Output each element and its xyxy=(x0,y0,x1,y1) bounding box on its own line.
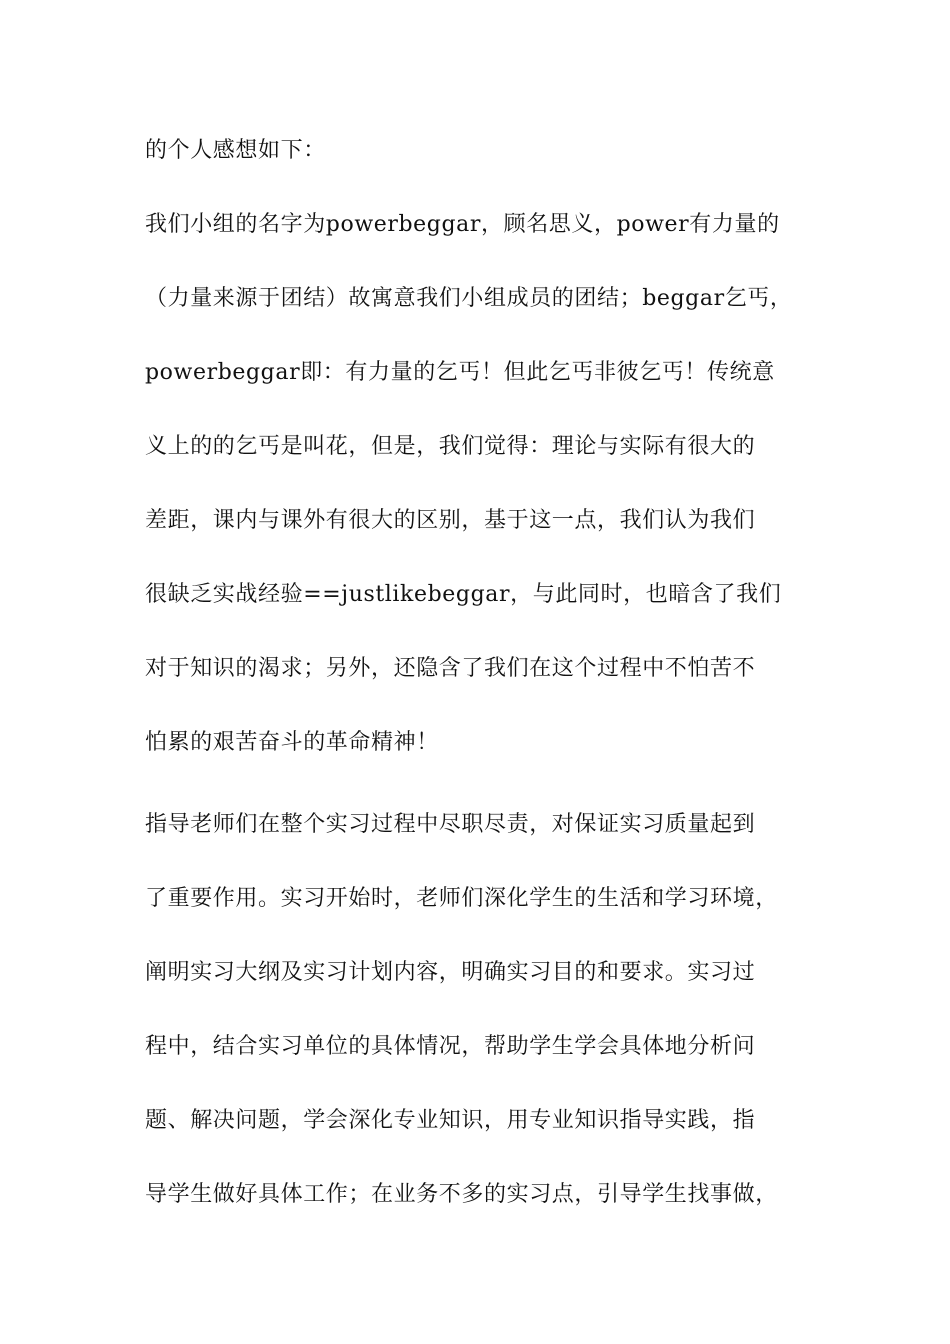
text-line: 指导老师们在整个实习过程中尽职尽责，对保证实习质量起到 xyxy=(145,812,756,837)
text-line: 我们小组的名字为powerbeggar，顾名思义，power有力量的 xyxy=(145,212,780,237)
text-line: 很缺乏实战经验==justlikebeggar，与此同时，也暗含了我们 xyxy=(145,582,782,607)
text-line: 阐明实习大纲及实习计划内容，明确实习目的和要求。实习过 xyxy=(145,960,756,985)
text-line: 了重要作用。实习开始时，老师们深化学生的生活和学习环境， xyxy=(145,886,778,911)
text-line: 义上的的乞丐是叫花，但是，我们觉得：理论与实际有很大的 xyxy=(145,434,756,459)
text-line: 怕累的艰苦奋斗的革命精神！ xyxy=(145,730,439,755)
text-line: （力量来源于团结）故寓意我们小组成员的团结；beggar乞丐， xyxy=(145,286,793,311)
text-line: powerbeggar即：有力量的乞丐！但此乞丐非彼乞丐！传统意 xyxy=(145,360,775,385)
text-line: 的个人感想如下： xyxy=(145,138,326,163)
text-line: 程中，结合实习单位的具体情况，帮助学生学会具体地分析问 xyxy=(145,1034,756,1059)
text-line: 导学生做好具体工作；在业务不多的实习点，引导学生找事做， xyxy=(145,1182,778,1207)
text-line: 题、解决问题，学会深化专业知识，用专业知识指导实践，指 xyxy=(145,1108,756,1133)
text-line: 差距，课内与课外有很大的区别，基于这一点，我们认为我们 xyxy=(145,508,756,533)
text-line: 对于知识的渴求；另外，还隐含了我们在这个过程中不怕苦不 xyxy=(145,656,756,681)
